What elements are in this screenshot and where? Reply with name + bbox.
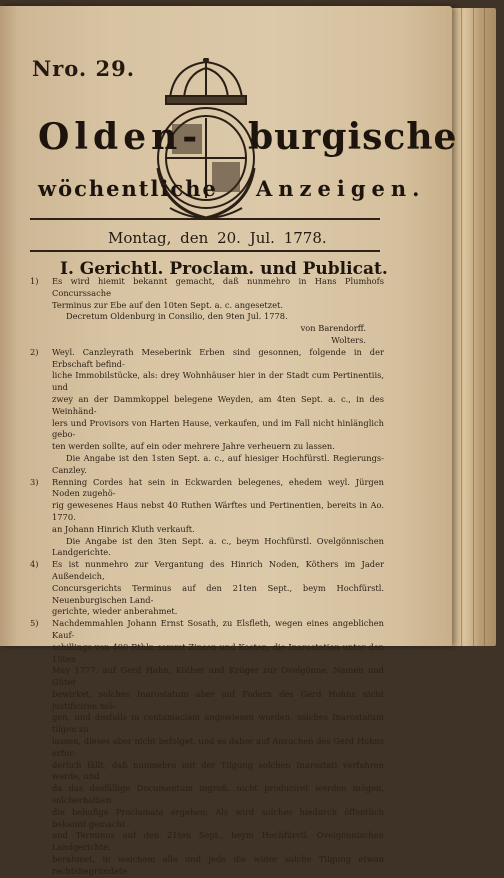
notice-number: 2) <box>30 346 39 357</box>
issue-number: Nro. 29. <box>32 56 136 81</box>
notice-line: derlich fällt, daß nunmehro mit der Tilgung solchen Inarostati verfahren werde, und <box>52 759 384 782</box>
masthead-subtitle-left: wöchentliche <box>38 176 218 201</box>
masthead-title-right: burgische <box>248 116 458 158</box>
notice-line: zwey an der Dammkoppel belegene Weyden, am 4ten Sept. a. c., in des Weinhänd- <box>52 393 384 416</box>
notice-line: und Terminus auf den 21ten Sept., beym Hochfürstl. Ovelgönnischen Landgerichte, <box>52 830 384 853</box>
notice-line: Es wird hiemit bekannt gemacht, daß nunmehro in Hans Plumhofs Concurssache <box>52 276 384 298</box>
notice-line: Weyl. Canzleyrath Meseberink Erben sind gesonnen, folgende in der Erbschaft befind- <box>52 346 384 369</box>
notice-line: an Johann Hinrich Kluth verkauft. <box>52 523 195 534</box>
notice-item <box>24 477 384 560</box>
rule-bottom <box>30 250 380 252</box>
notice-line: lassen, dieses aber nicht befolget, und es daher auf Ansuchen des Gerd Hohns erfor- <box>52 736 384 758</box>
notice-line: berahmet, in welchem alle und jede die wider solche Tilgung etwan rechtsbegründete <box>52 854 384 876</box>
notice-line: Die Angabe ist den 3ten Sept. a. c., beym Hochfürstl. Ovelgönnischen Landgerichte. <box>52 535 384 558</box>
notices-list <box>24 276 384 878</box>
notice-line: Nachdemmahlen Johann Ernst Sosath, zu Elsfleth, wegen eines angeblichen Kauf- <box>52 618 384 640</box>
notice-item <box>24 347 384 477</box>
notice-line: gen, und desfalls in contumaciam angewiesen worden, solches Inarostatum tilgen zu <box>52 712 384 735</box>
notice-line: Die Angabe ist den 1sten Sept. a. c., auf hiesiger Hochfürstl. Regierungs-Canzley. <box>52 452 384 475</box>
notice-line: von Barendorff. <box>300 323 366 334</box>
notice-item <box>24 276 384 347</box>
notice-line: Es ist nunmehro zur Vergantung des Hinrich Noden, Köthers im Jader Außendeich, <box>52 559 384 581</box>
notice-number: 1) <box>30 276 39 286</box>
dateline: Montag, den 20. Jul. 1778. <box>108 229 327 247</box>
masthead-title-left: Olden- <box>38 116 203 158</box>
notice-line: liche Immobilstücke, als: drey Wohnhäuser hier in der Stadt cum Pertinentiis, und <box>52 370 384 393</box>
newspaper-page <box>0 6 458 876</box>
notice-number: 4) <box>30 559 39 570</box>
notice-line: Concursgerichts Terminus auf den 21ten Sept., beym Hochfürstl. Neuenburgischen Land- <box>52 582 384 605</box>
notice-line: rig gewesenes Haus nebst 40 Ruthen Wärftes und Pertinentien, bereits in Ao. 1770. <box>52 500 384 522</box>
notice-line: ten werden sollte, auf ein oder mehrere Jahre verheuern zu lassen. <box>52 441 335 452</box>
rule-top <box>30 218 380 220</box>
notice-item <box>24 618 384 878</box>
notice-number: 3) <box>30 476 39 487</box>
notice-line: May 1777. auf Gerd Hohn, Köther und Krüger zur Ovelgönne, Namen und Güter <box>52 665 384 688</box>
notice-number: 5) <box>30 618 39 629</box>
notice-line: die behufige Proclamata ergehen: Als wird solches hiedurch öffentlich bekannt gemacht <box>52 806 384 829</box>
notice-line: Decretum Oldenburg in Consilio, den 9ten Jul. 1778. <box>66 311 288 322</box>
notice-line: Terminus zur Ebe auf den 10ten Sept. a. c. angesetzet. <box>52 299 284 310</box>
notice-line: gerichte, wieder anberahmet. <box>52 606 178 617</box>
section-heading: I. Gerichtl. Proclam. und Publicat. <box>60 259 388 279</box>
masthead-subtitle-right: Anzeigen. <box>256 176 426 201</box>
notice-line: bewirket, solches Inarostatum aber auf Fodern des Gerd Hohns nicht justificiren mö- <box>52 688 384 711</box>
notice-line: schillings von 400 Rthlr. sammt Zinsen und Kosten, die Inarostation unter den 15ten <box>52 641 384 664</box>
notice-line: Wolters. <box>331 334 366 345</box>
notice-line: Renning Cordes hat sein in Eckwarden belegenes, ehedem weyl. Jürgen Noden zugehö- <box>52 476 384 499</box>
notice-item <box>24 559 384 618</box>
notice-line: da das desfällige Documentum ingroß. nicht produciret werden mögen, solcherhalben <box>52 783 384 806</box>
notice-line: lers und Provisors von Harten Hause, verkaufen, und im Fall nicht hinlänglich gebo- <box>52 417 384 440</box>
